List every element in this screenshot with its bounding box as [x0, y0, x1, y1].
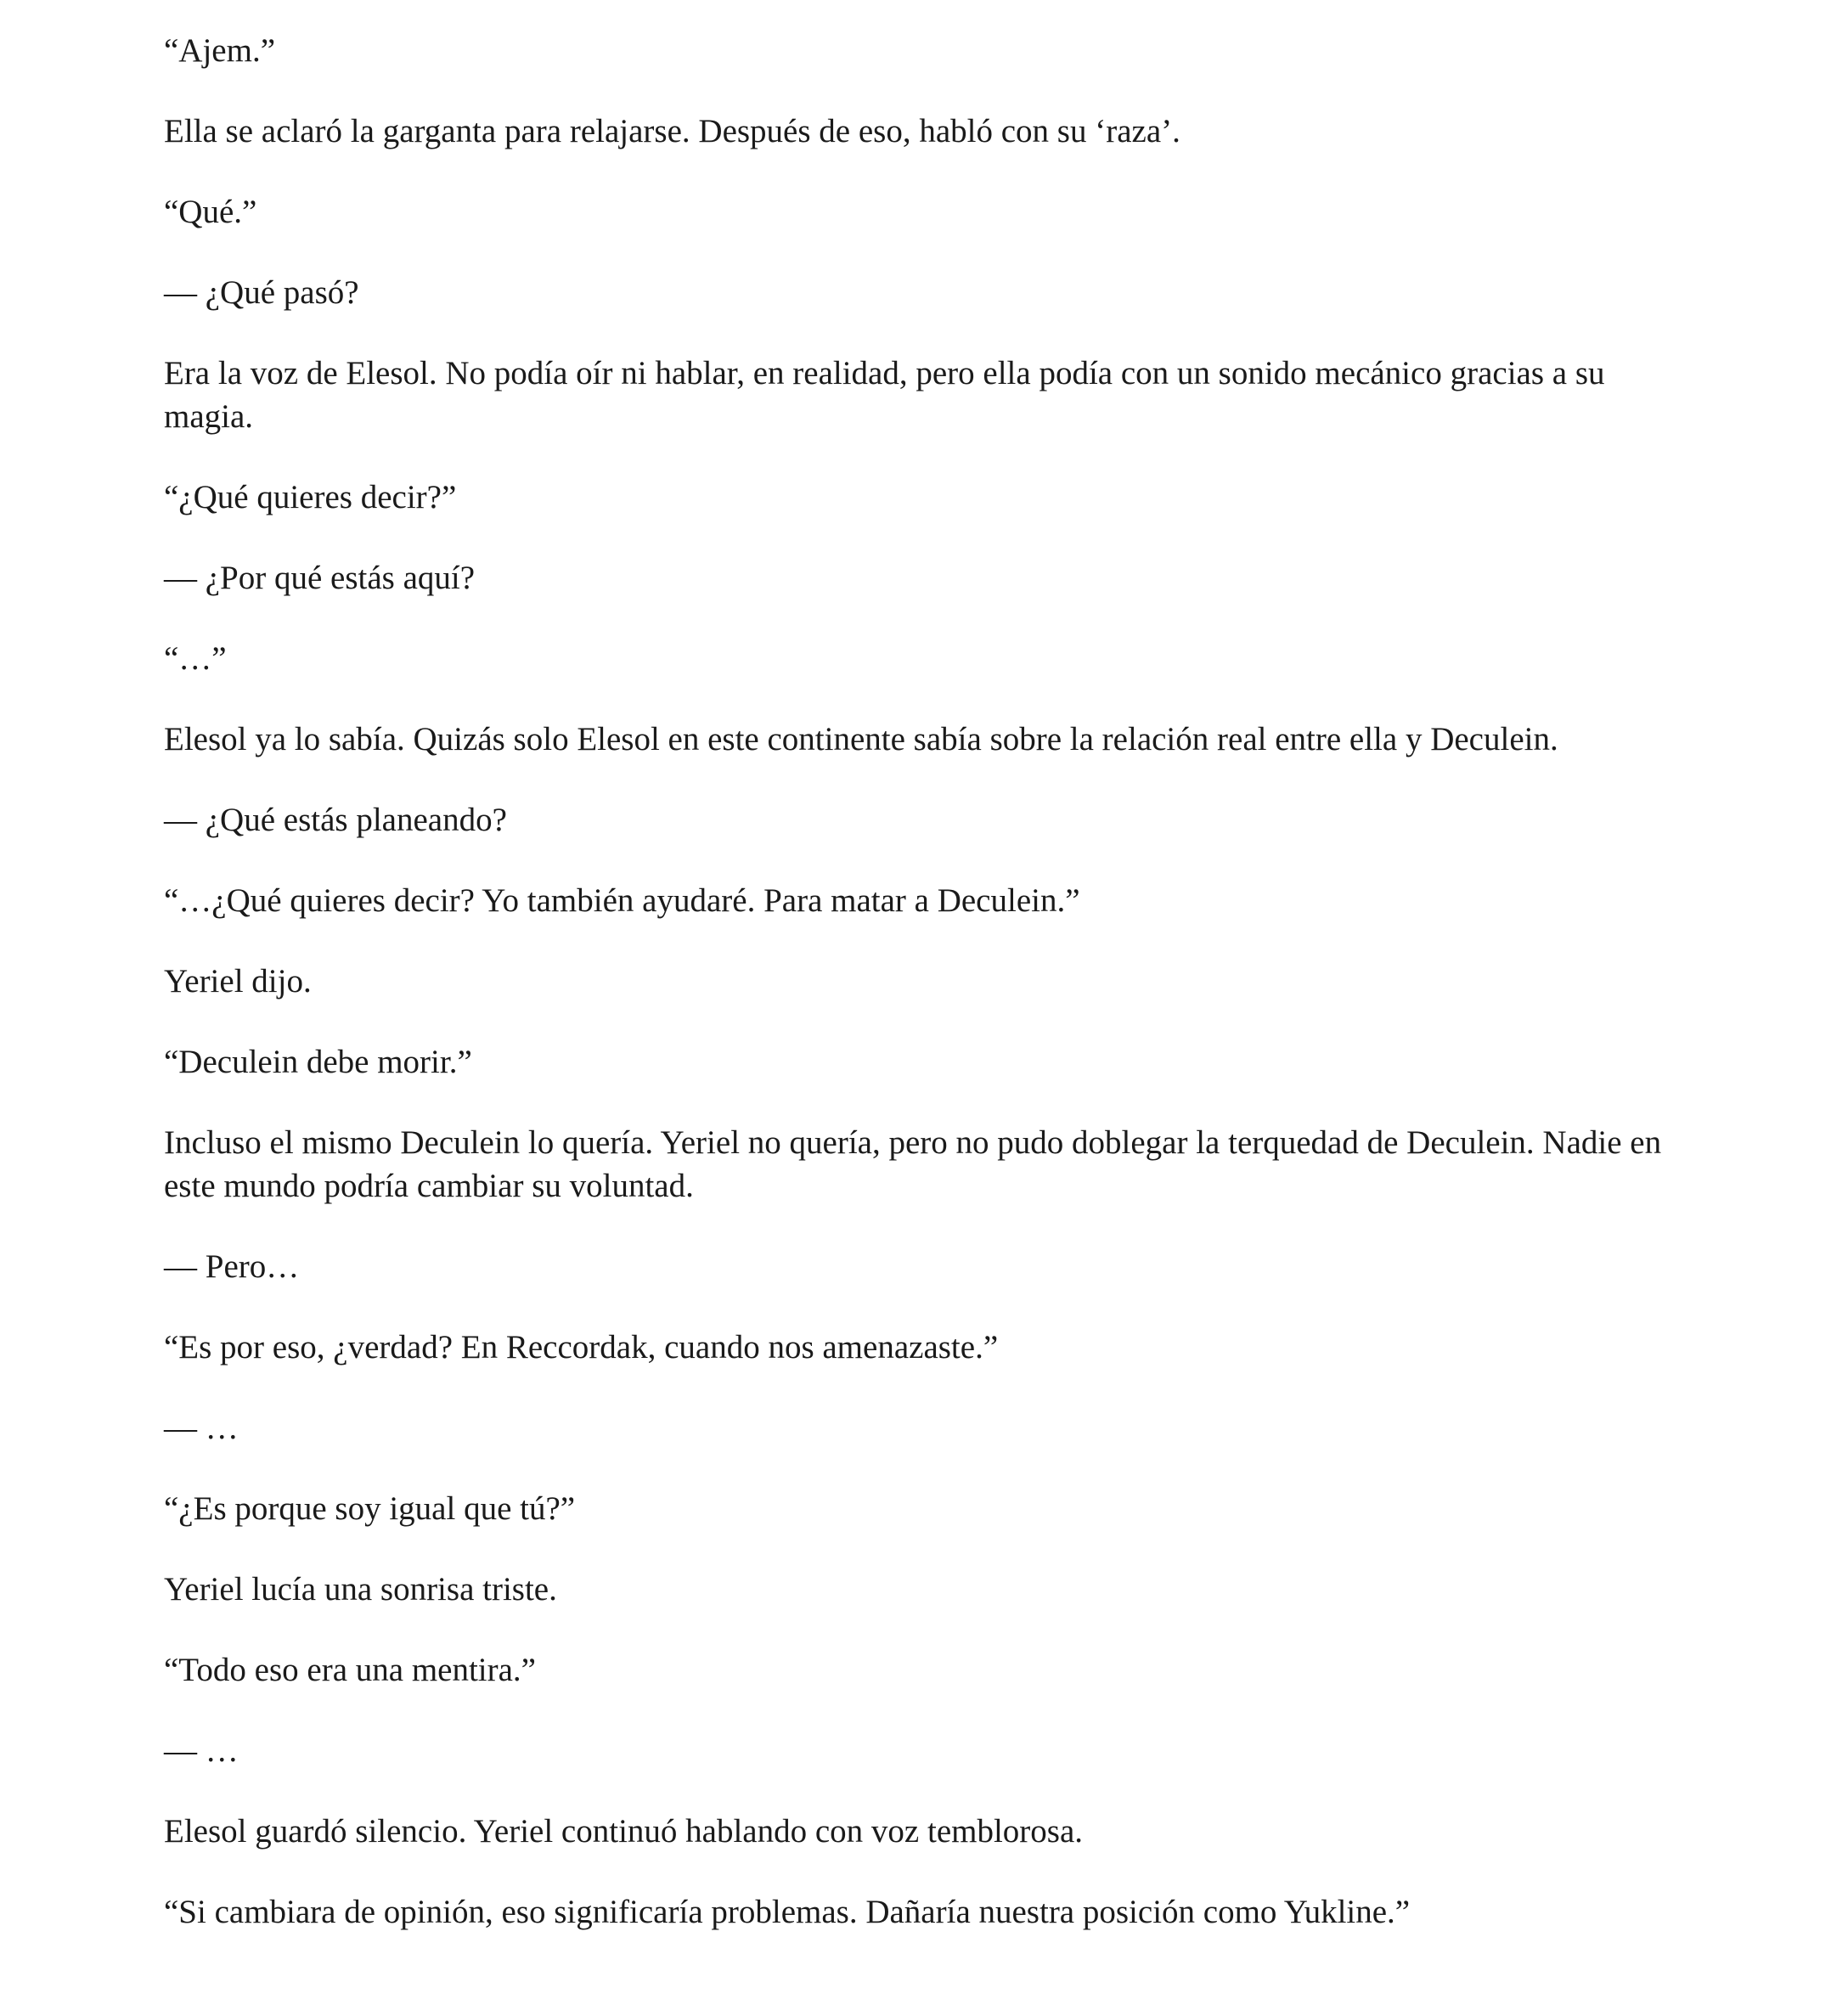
paragraph: — … [164, 1410, 239, 1446]
paragraph: — ¿Por qué estás aquí? [164, 560, 476, 596]
paragraph: — ¿Qué estás planeando? [164, 802, 507, 838]
paragraph: “Qué.” [164, 194, 257, 230]
paragraph: “…¿Qué quieres decir? Yo también ayudaré. Para matar a Deculein.” [164, 882, 1080, 919]
paragraph: “Todo eso era una mentira.” [164, 1652, 536, 1688]
paragraph: Elesol ya lo sabía. Quizás solo Elesol en este continente sabía sobre la relación real entre ella y Deculein. [164, 721, 1558, 757]
paragraph: “Deculein debe morir.” [164, 1044, 472, 1080]
paragraph: Yeriel lucía una sonrisa triste. [164, 1571, 557, 1608]
paragraph: Elesol guardó silencio. Yeriel continuó hablando con voz temblorosa. [164, 1813, 1084, 1850]
paragraph: “Ajem.” [164, 32, 276, 69]
paragraph: “Si cambiara de opinión, eso significaría problemas. Dañaría nuestra posición como Yukline.” [164, 1894, 1411, 1930]
paragraph: Yeriel dijo. [164, 963, 312, 1000]
paragraph: Incluso el mismo Deculein lo quería. Yeriel no quería, pero no pudo doblegar la terquedad de Deculein. Nadie en este mundo podría cambiar su voluntad. [164, 1124, 1662, 1204]
paragraph: Era la voz de Elesol. No podía oír ni hablar, en realidad, pero ella podía con un sonido mecánico gracias a su magia. [164, 355, 1605, 435]
paragraph: — … [164, 1732, 239, 1769]
paragraph: “¿Qué quieres decir?” [164, 479, 457, 515]
paragraph: — Pero… [164, 1248, 300, 1285]
paragraph: “¿Es porque soy igual que tú?” [164, 1490, 576, 1527]
paragraph: “Es por eso, ¿verdad? En Reccordak, cuando nos amenazaste.” [164, 1329, 999, 1366]
paragraph: — ¿Qué pasó? [164, 274, 359, 311]
paragraph: “…” [164, 640, 227, 677]
paragraph: Ella se aclaró la garganta para relajarse. Después de eso, habló con su ‘raza’. [164, 113, 1180, 149]
document-page [164, 29, 1684, 1971]
